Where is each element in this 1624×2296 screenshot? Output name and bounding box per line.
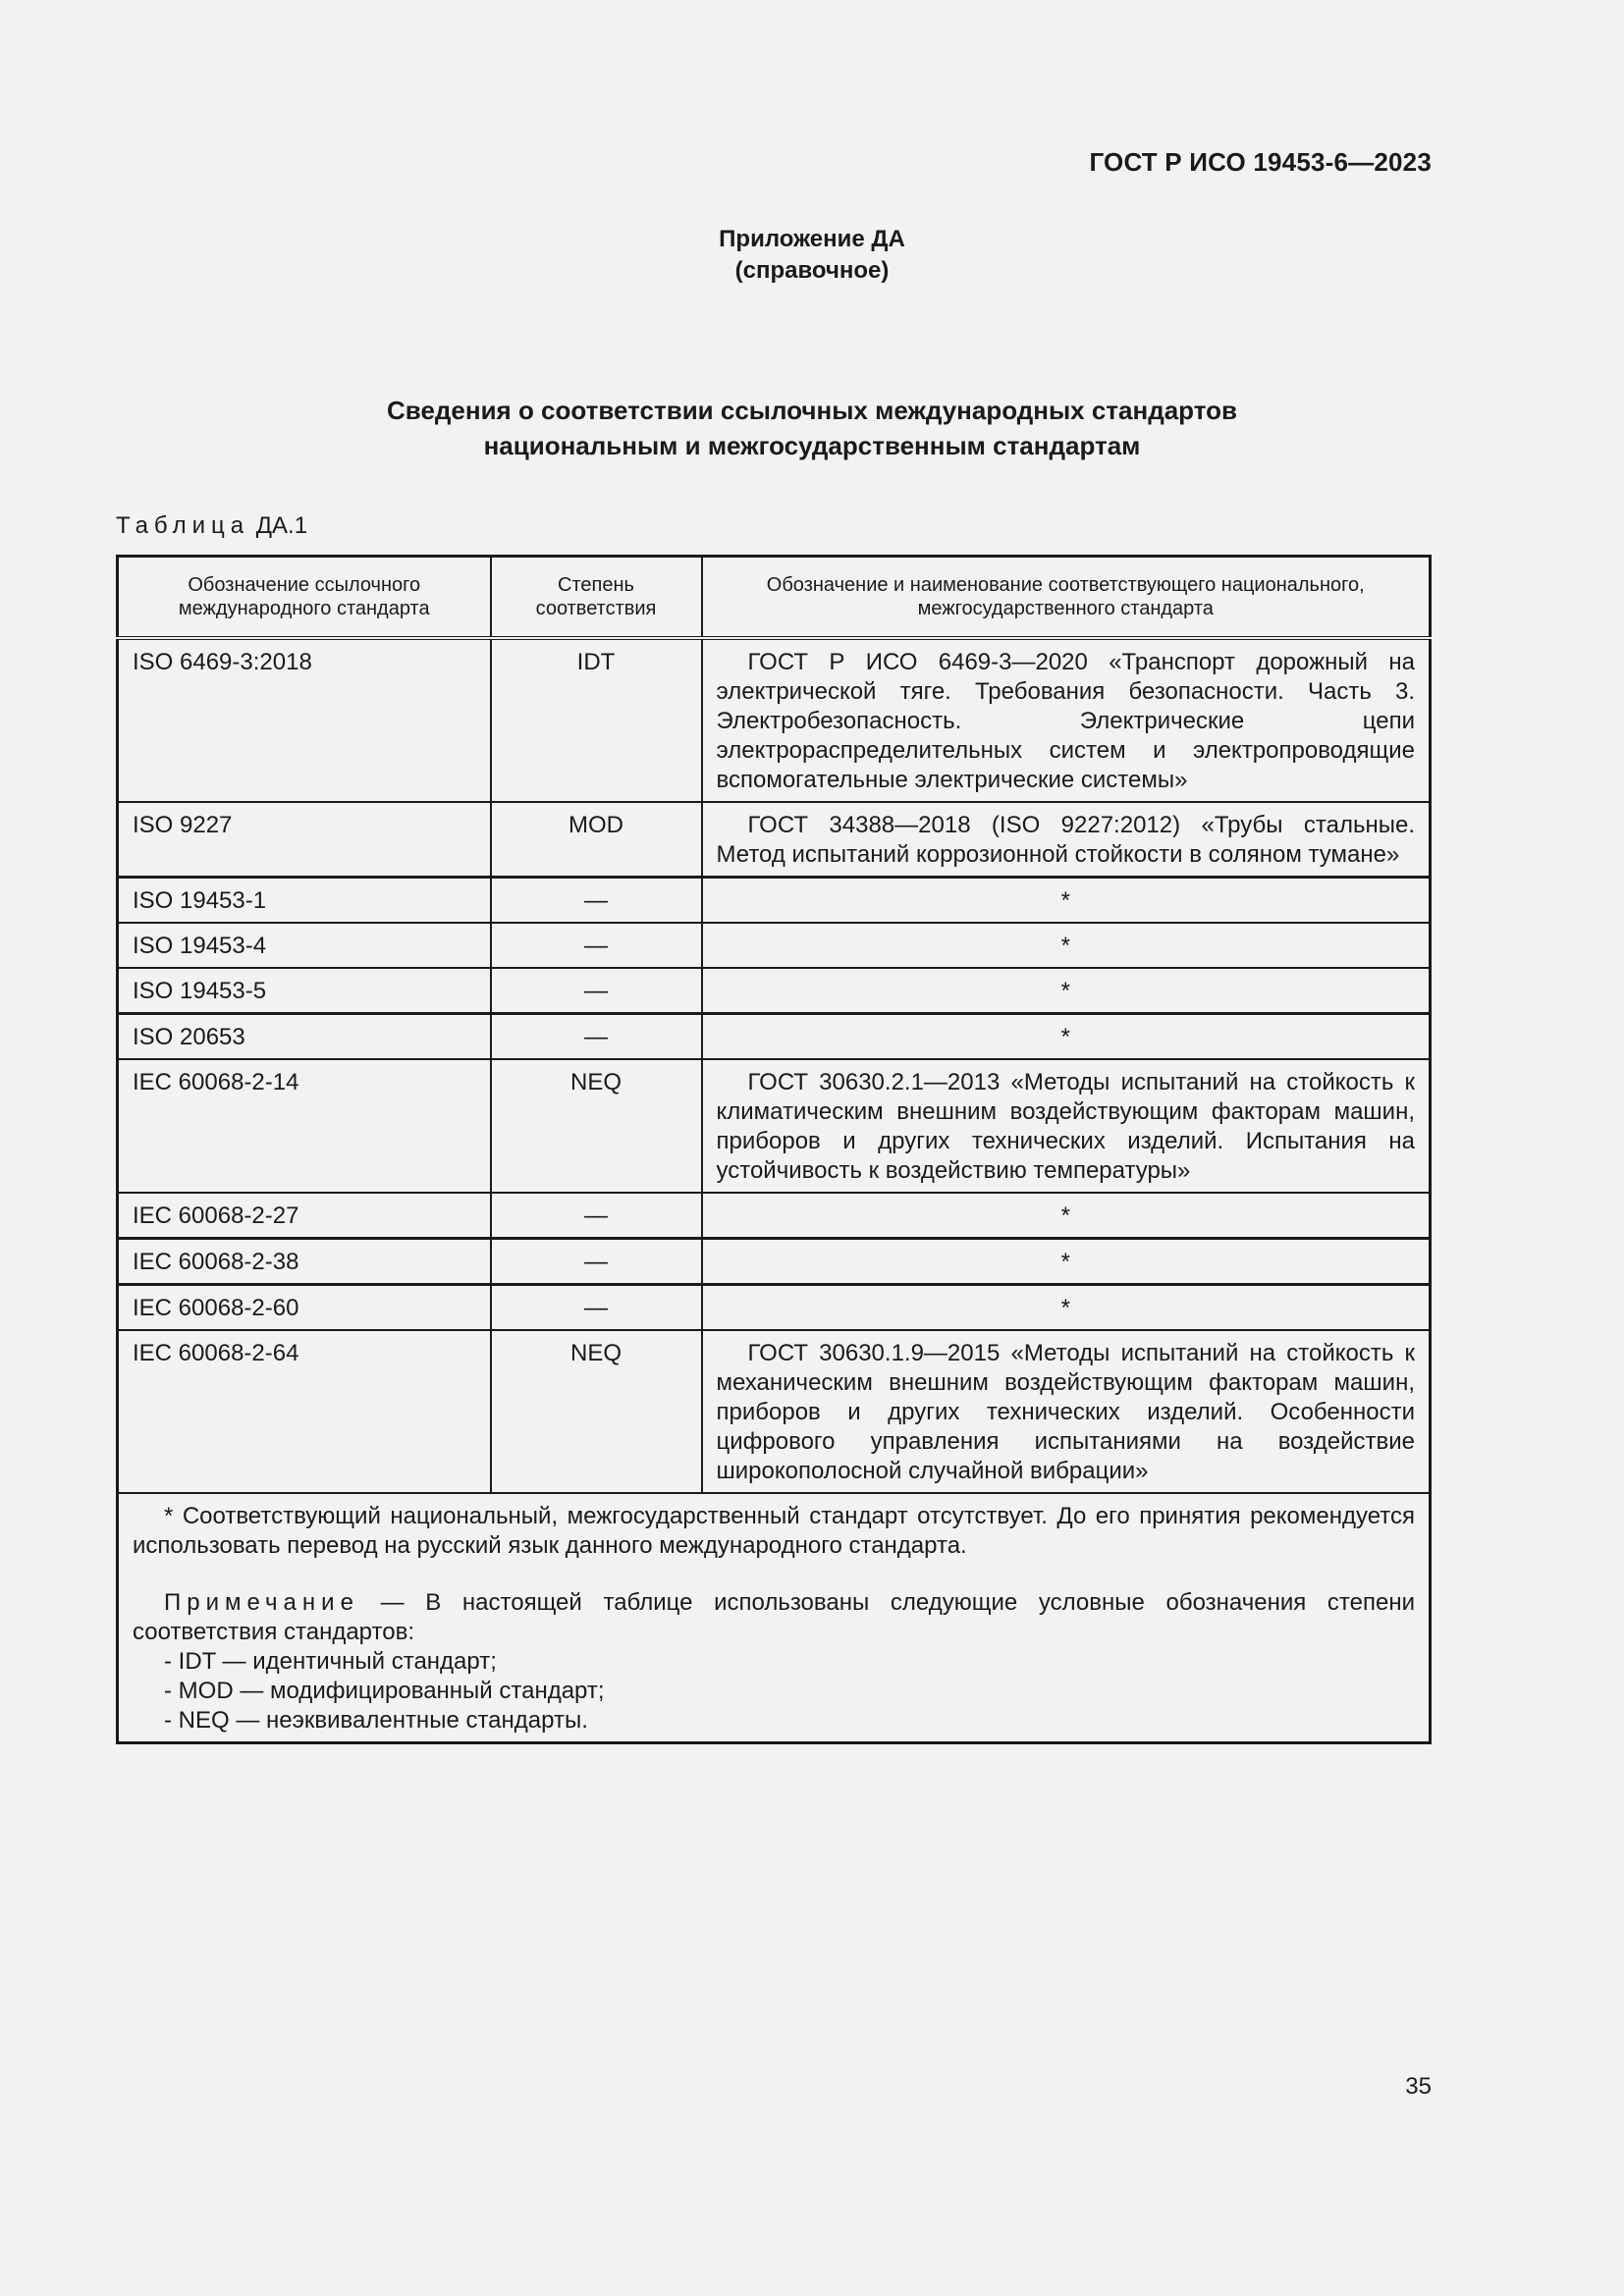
header-international-standard: Обозначение ссылочного международного стандарта: [118, 557, 491, 639]
cell-code: ISO 9227: [118, 802, 491, 878]
cell-code: IEC 60068-2-14: [118, 1059, 491, 1193]
cell-degree: —: [491, 1014, 702, 1060]
cell-code: ISO 19453-5: [118, 968, 491, 1014]
cell-code: IEC 60068-2-60: [118, 1285, 491, 1331]
cell-degree: —: [491, 968, 702, 1014]
cell-national: ГОСТ 30630.1.9—2015 «Методы испытаний на стойкость к механическим внешним воздействующим факторам машин, приборов и других технических изделий. Особенности цифрового управления испытаниями на воздействие широкополосной случайной вибрации»: [702, 1330, 1431, 1493]
cell-degree: —: [491, 878, 702, 924]
table-row: [118, 923, 1431, 968]
note-label: Примечание: [164, 1589, 359, 1616]
table-row: [118, 802, 1431, 878]
table-footnote: * Соответствующий национальный, межгосударственный стандарт отсутствует. До его принятия рекомендуется использовать перевод на русский язык данного международного стандарта.: [133, 1503, 1415, 1559]
cell-code: IEC 60068-2-64: [118, 1330, 491, 1493]
cell-national: *: [702, 1239, 1431, 1285]
table-notes-cell: [118, 1493, 1431, 1743]
cell-degree: —: [491, 923, 702, 968]
cell-code: IEC 60068-2-38: [118, 1239, 491, 1285]
table-caption: [116, 512, 307, 540]
table-header-row: [118, 557, 1431, 639]
table-notes-row: [118, 1493, 1431, 1743]
section-title-line-2: национальным и межгосударственным стандартам: [483, 431, 1141, 460]
list-item: - NEQ — неэквивалентные стандарты.: [164, 1707, 588, 1734]
cell-national: *: [702, 968, 1431, 1014]
table-row: [118, 878, 1431, 924]
header-degree: Степень соответствия: [491, 557, 702, 639]
table-row: [118, 1330, 1431, 1493]
cell-code: IEC 60068-2-27: [118, 1193, 491, 1239]
table-row: [118, 1193, 1431, 1239]
header-national-standard: Обозначение и наименование соответствующего национального, межгосударственного стандарта: [702, 557, 1431, 639]
standards-correspondence-table: [116, 555, 1432, 1744]
cell-national: *: [702, 923, 1431, 968]
cell-code: ISO 6469-3:2018: [118, 638, 491, 802]
note-list: [133, 1647, 1415, 1735]
table-note: [133, 1588, 1415, 1647]
section-title-line-1: Сведения о соответствии ссылочных международных стандартов: [387, 396, 1237, 425]
list-item: - MOD — модифицированный стандарт;: [164, 1678, 605, 1704]
table-row: [118, 1239, 1431, 1285]
cell-degree: MOD: [491, 802, 702, 878]
cell-national: ГОСТ 34388—2018 (ISO 9227:2012) «Трубы стальные. Метод испытаний коррозионной стойкости в соляном тумане»: [702, 802, 1431, 878]
cell-degree: —: [491, 1285, 702, 1331]
table-caption-word: Таблица: [116, 512, 250, 539]
table-row: [118, 968, 1431, 1014]
table-row: [118, 1285, 1431, 1331]
appendix-subtitle: (справочное): [734, 257, 890, 284]
table-caption-id: ДА.1: [249, 512, 308, 539]
cell-degree: NEQ: [491, 1330, 702, 1493]
document-id: ГОСТ Р ИСО 19453-6—2023: [1089, 147, 1432, 177]
cell-code: ISO 19453-1: [118, 878, 491, 924]
section-title: [0, 393, 1624, 463]
cell-degree: IDT: [491, 638, 702, 802]
cell-national: *: [702, 1014, 1431, 1060]
table-row: [118, 1059, 1431, 1193]
cell-national: *: [702, 878, 1431, 924]
page-number: 35: [1405, 2073, 1432, 2100]
cell-national: ГОСТ Р ИСО 6469-3—2020 «Транспорт дорожный на электрической тяге. Требования безопасности. Часть 3. Электробезопасность. Электрические цепи электрораспределительных систем и электропроводящие вспомогательные электрические системы»: [702, 638, 1431, 802]
cell-degree: —: [491, 1239, 702, 1285]
list-item: - IDT — идентичный стандарт;: [164, 1648, 497, 1675]
appendix-heading: [0, 224, 1624, 287]
cell-code: ISO 19453-4: [118, 923, 491, 968]
cell-national: *: [702, 1193, 1431, 1239]
cell-degree: NEQ: [491, 1059, 702, 1193]
cell-code: ISO 20653: [118, 1014, 491, 1060]
appendix-title: Приложение ДА: [719, 226, 905, 252]
table-row: [118, 638, 1431, 802]
cell-national: ГОСТ 30630.2.1—2013 «Методы испытаний на стойкость к климатическим внешним воздействующим факторам машин, приборов и других технических изделий. Испытания на устойчивость к воздействию температуры»: [702, 1059, 1431, 1193]
cell-degree: —: [491, 1193, 702, 1239]
cell-national: *: [702, 1285, 1431, 1331]
table-row: [118, 1014, 1431, 1060]
note-text: — В настоящей таблице использованы следующие условные обозначения степени соответствия стандартов:: [133, 1589, 1415, 1645]
